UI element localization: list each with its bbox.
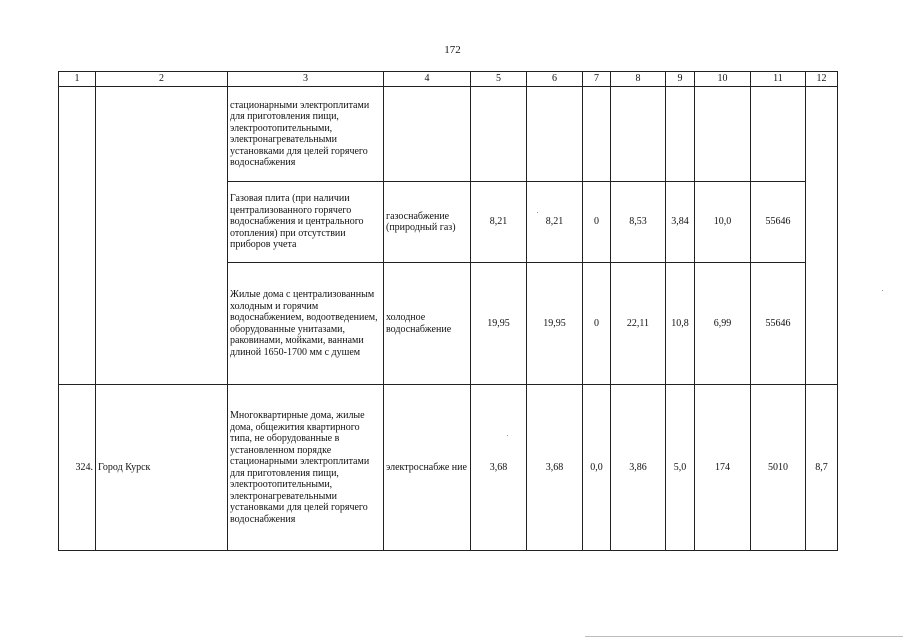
value-cell: 8,21 — [527, 182, 583, 263]
column-header: 5 — [471, 72, 527, 87]
value-cell: 22,11 — [611, 263, 666, 385]
column-header: 9 — [666, 72, 695, 87]
column-header: 11 — [751, 72, 806, 87]
value-cell — [527, 87, 583, 182]
value-cell: 5,0 — [666, 385, 695, 551]
scan-artifact-dot — [507, 435, 508, 436]
description-cell: Газовая плита (при наличии централизованного горячего водоснабжения и центрального отопления) при отсутствии приборов учета — [228, 182, 384, 263]
value-cell: 8,53 — [611, 182, 666, 263]
resource-cell: газоснабжение (природный газ) — [384, 182, 471, 263]
column-header: 12 — [806, 72, 838, 87]
value-cell: 8,7 — [806, 385, 838, 551]
description-cell: Многоквартирные дома, жилые дома, общежития квартирного типа, не оборудованные в установленном порядке стационарными электроплитами для приготовления пищи, электроотопительными, электронагревательными установками для целей горячего водоснабжения — [228, 385, 384, 551]
scan-artifact-dot — [882, 290, 883, 291]
scan-artifact-dot — [537, 212, 538, 213]
value-cell: 8,21 — [471, 182, 527, 263]
table-row — [59, 87, 838, 182]
column-header: 6 — [527, 72, 583, 87]
value-cell — [751, 87, 806, 182]
value-cell: 19,95 — [527, 263, 583, 385]
description-cell: Жилые дома с централизованным холодным и горячим водоснабжением, водоотведением, оборудованные унитазами, раковинами, мойками, ваннами длиной 1650-1700 мм с душем — [228, 263, 384, 385]
value-cell: 19,95 — [471, 263, 527, 385]
page-number: 172 — [444, 44, 461, 56]
value-cell: 5010 — [751, 385, 806, 551]
table-row — [59, 385, 838, 551]
column-header: 1 — [59, 72, 96, 87]
value-cell: 3,86 — [611, 385, 666, 551]
value-cell: 174 — [695, 385, 751, 551]
resource-cell — [384, 87, 471, 182]
value-cell: 6,99 — [695, 263, 751, 385]
column-header: 7 — [583, 72, 611, 87]
tariff-table — [58, 71, 838, 551]
row-number-cell — [59, 87, 96, 385]
column-header: 2 — [96, 72, 228, 87]
value-cell — [583, 87, 611, 182]
value-cell: 3,68 — [527, 385, 583, 551]
column-header: 4 — [384, 72, 471, 87]
column-header: 8 — [611, 72, 666, 87]
value-cell — [695, 87, 751, 182]
value-cell — [666, 87, 695, 182]
description-cell: стационарными электроплитами для приготовления пищи, электроотопительными, электронагревательными установками для целей горячего водоснабжения — [228, 87, 384, 182]
column-header: 3 — [228, 72, 384, 87]
column-number-row — [59, 72, 838, 87]
value-cell — [806, 87, 838, 385]
settlement-cell: Город Курск — [96, 385, 228, 551]
value-cell: 3,84 — [666, 182, 695, 263]
value-cell: 10,0 — [695, 182, 751, 263]
value-cell — [611, 87, 666, 182]
value-cell: 55646 — [751, 182, 806, 263]
resource-cell: электроснабже ние — [384, 385, 471, 551]
column-header: 10 — [695, 72, 751, 87]
value-cell: 0 — [583, 182, 611, 263]
row-number-cell: 324. — [59, 385, 96, 551]
value-cell: 55646 — [751, 263, 806, 385]
value-cell: 3,68 — [471, 385, 527, 551]
value-cell: 10,8 — [666, 263, 695, 385]
settlement-cell — [96, 87, 228, 385]
value-cell: 0 — [583, 263, 611, 385]
value-cell — [471, 87, 527, 182]
value-cell: 0,0 — [583, 385, 611, 551]
resource-cell: холодное водоснабжение — [384, 263, 471, 385]
scan-artifact-line — [585, 636, 903, 637]
